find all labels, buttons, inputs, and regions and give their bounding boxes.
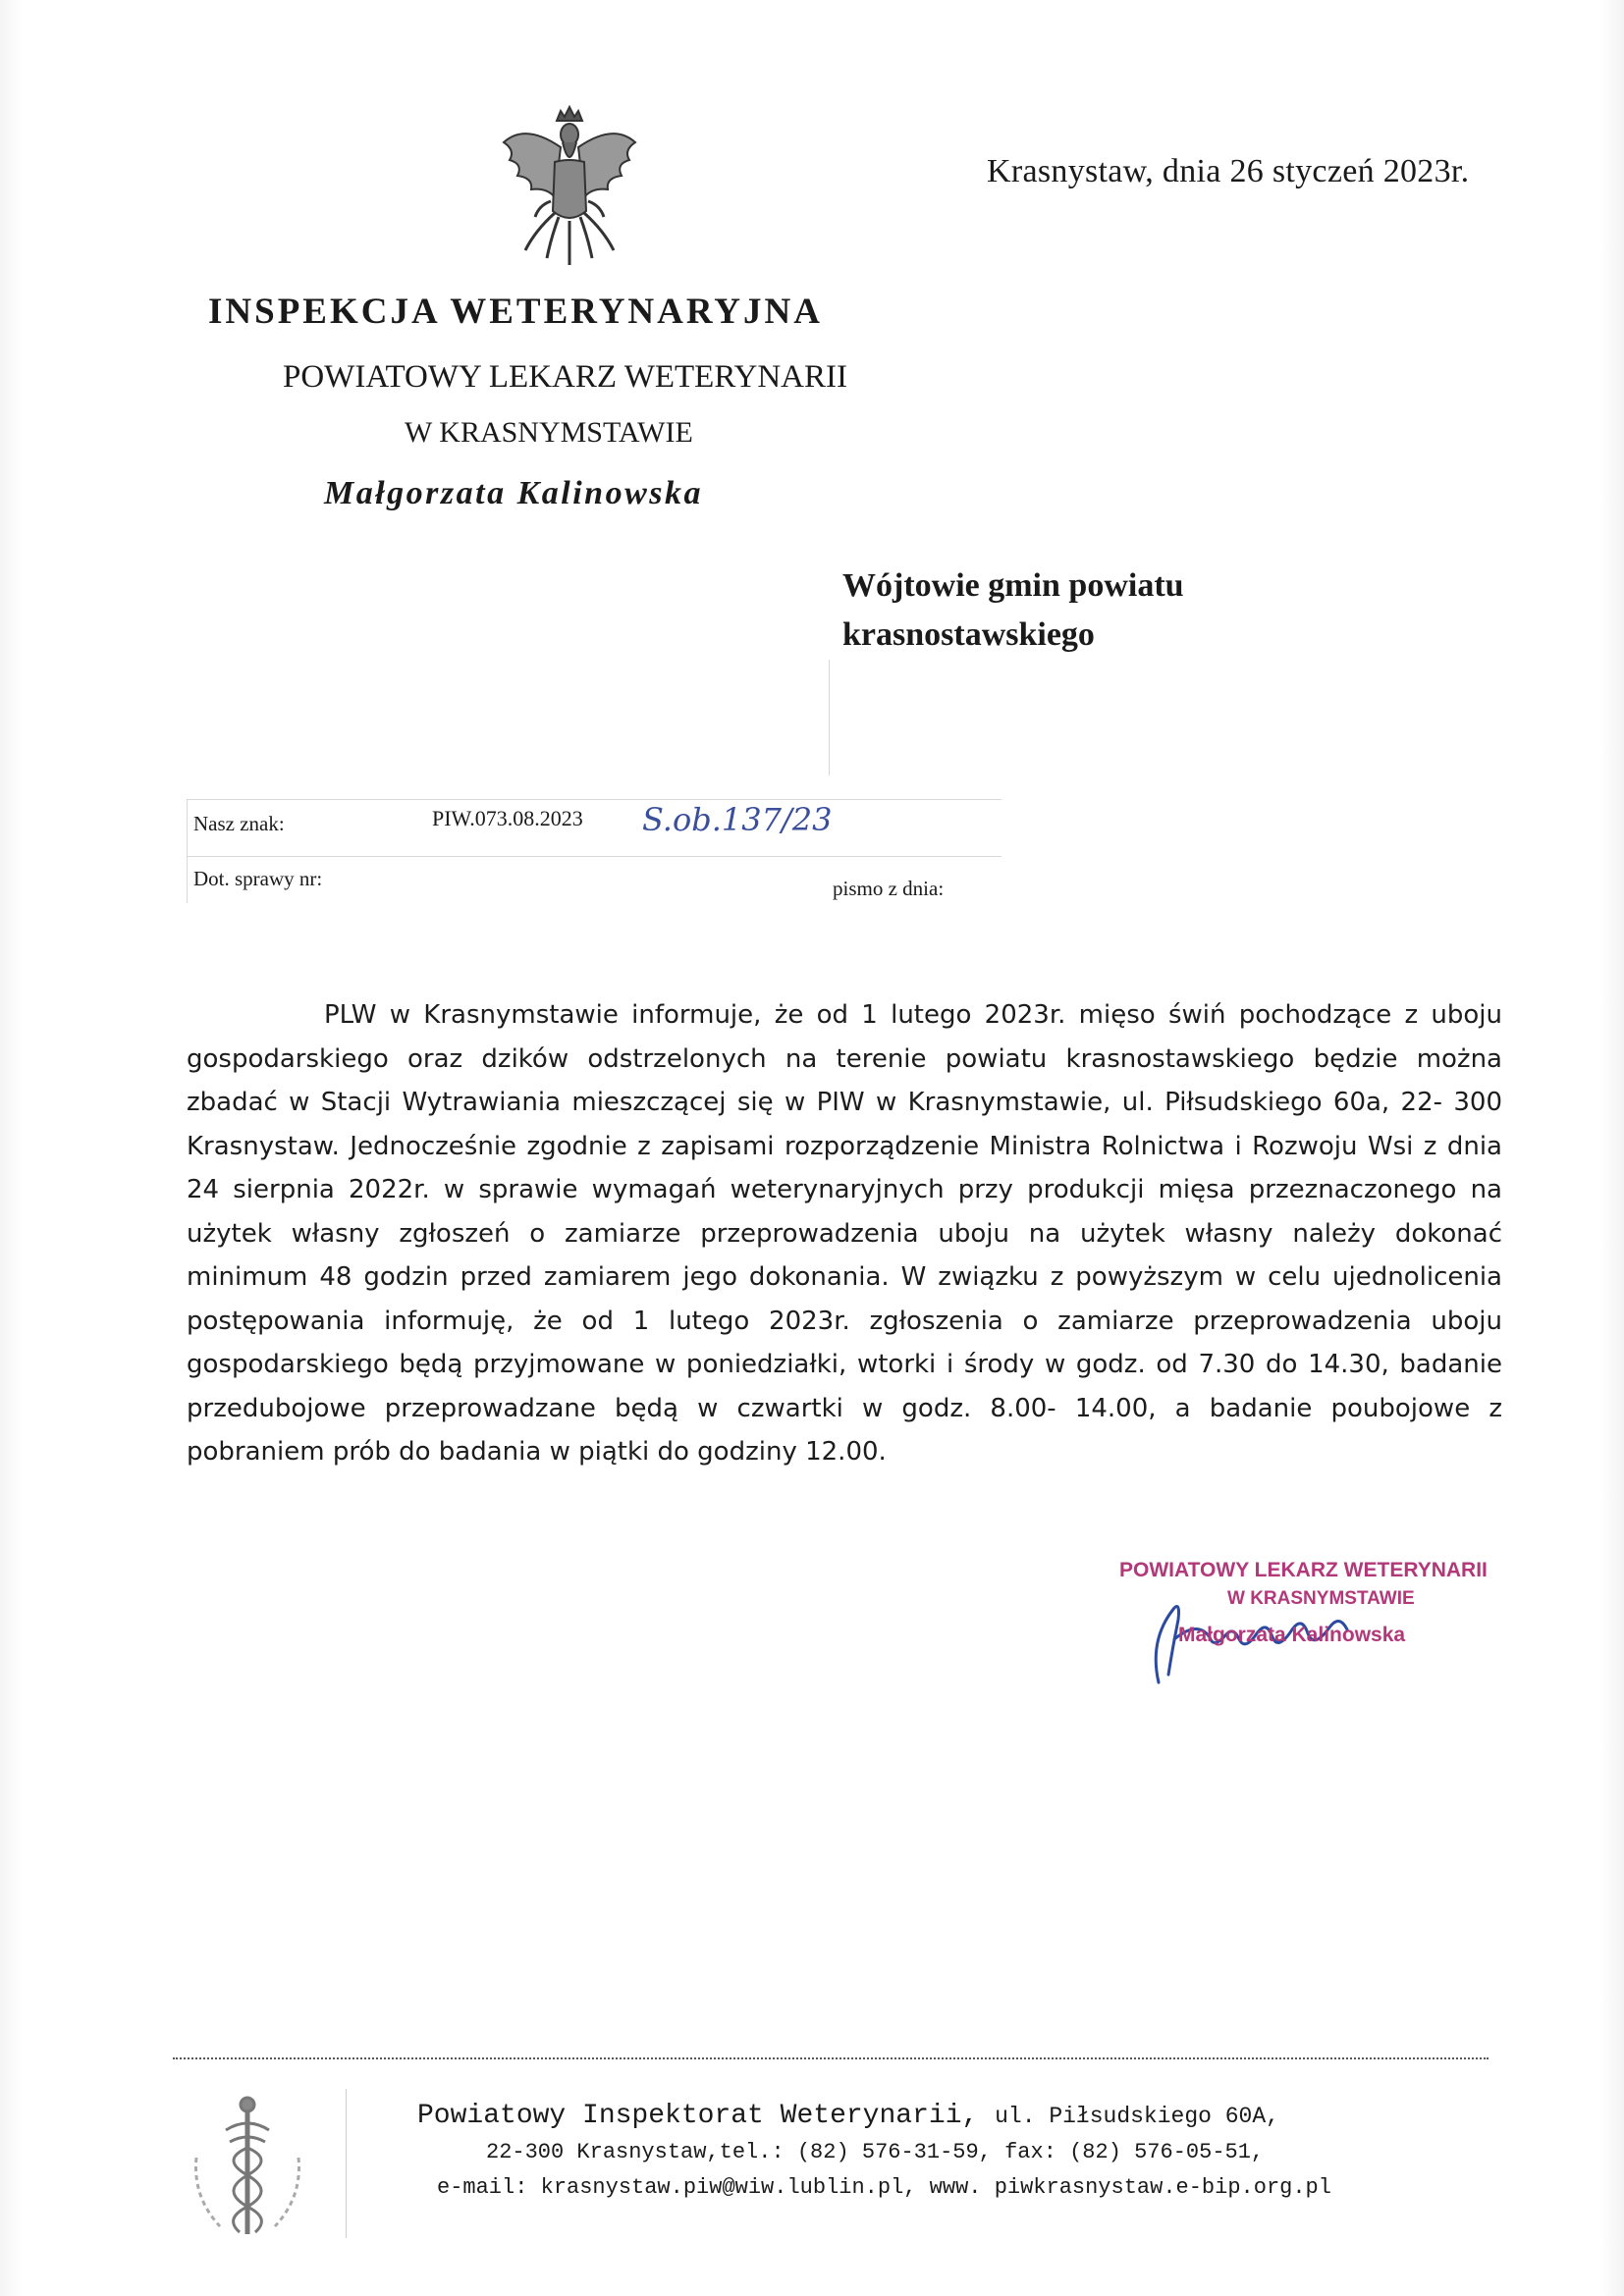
footer-organization: Powiatowy Inspektorat Weterynarii, — [417, 2101, 979, 2131]
letter-date-label: pismo z dnia: — [833, 877, 945, 900]
recipient-box-line — [829, 660, 830, 775]
reference-box-left — [187, 799, 188, 903]
footer-email-line: e-mail: krasnystaw.piw@wiw.lublin.pl, www. piwkrasnystaw.e-bip.org.pl — [437, 2175, 1331, 2200]
caduceus-logo-icon — [177, 2089, 319, 2241]
eagle-emblem-icon — [496, 103, 643, 270]
stamp-line-1: POWIATOWY LEKARZ WETERYNARII — [1119, 1559, 1488, 1581]
letter-body — [187, 993, 1502, 1474]
handwritten-reference-text: S.ob.137/23 — [642, 801, 833, 838]
case-ref-label: Dot. sprawy nr: — [193, 867, 323, 890]
reference-box-top — [187, 799, 1001, 800]
recipient-line-2: krasnostawskiego — [842, 616, 1095, 653]
footer-address: ul. Piłsudskiego 60A, — [995, 2104, 1279, 2129]
official-name: Małgorzata Kalinowska — [324, 475, 703, 511]
footer-phone-line: 22-300 Krasnystaw,tel.: (82) 576-31-59, fax: (82) 576-05-51, — [486, 2140, 1265, 2164]
footer-divider — [173, 2057, 1489, 2059]
handwritten-reference-note — [638, 793, 864, 848]
recipient-block — [842, 561, 1184, 660]
stamp-line-2: W KRASNYMSTAWIE — [1227, 1588, 1415, 1609]
reference-box-mid — [187, 856, 1001, 857]
footer-separator — [346, 2089, 347, 2238]
recipient-line-1: Wójtowie gmin powiatu — [842, 567, 1184, 604]
letter-body-text: PLW w Krasnymstawie informuje, że od 1 lutego 2023r. mięso świń pochodzące z uboju gospodarskiego oraz dzików odstrzelonych na terenie powiatu krasnostawskiego będzie można zbadać w Stacji Wytrawiania mieszczącej się w PIW w Krasnymstawie, ul. Piłsudskiego 60a, 22- 300 Krasnystaw. Jednocześnie zgodnie z zapisami rozporządzenie Ministra Rolnictwa i Rozwoju Wsi z dnia 24 sierpnia 2022r. w sprawie wymagań weterynaryjnych przy produkcji mięsa przeznaczonego na użytek własny zgłoszeń o zamiarze przeprowadzenia uboju na użytek własny należy dokonać minimum 48 godzin przed zamiarem jego dokonania. W związku z powyższym w celu ujednolicenia postępowania informuję, że od 1 lutego 2023r. zgłoszenia o zamiarze przeprowadzenia uboju gospodarskiego będą przyjmowane w poniedziałki, wtorki i środy w godz. od 7.30 do 14.30, badanie przedubojowe przeprowadzane będą w czwartki w godz. 8.00- 14.00, a badanie poubojowe z pobraniem prób do badania w piątki do godziny 12.00. — [187, 1000, 1502, 1467]
official-stamp — [1119, 1559, 1502, 1706]
our-ref-label: Nasz znak: — [193, 812, 285, 835]
institution-subtitle: POWIATOWY LEKARZ WETERYNARII — [283, 359, 847, 395]
stamp-line-3: Małgorzata Kalinowska — [1178, 1624, 1406, 1646]
date-line: Krasnystaw, dnia 26 styczeń 2023r. — [987, 153, 1470, 189]
our-ref-number: PIW.073.08.2023 — [432, 806, 583, 830]
institution-name: INSPEKCJA WETERYNARYJNA — [208, 292, 823, 332]
institution-location: W KRASNYMSTAWIE — [405, 416, 693, 449]
